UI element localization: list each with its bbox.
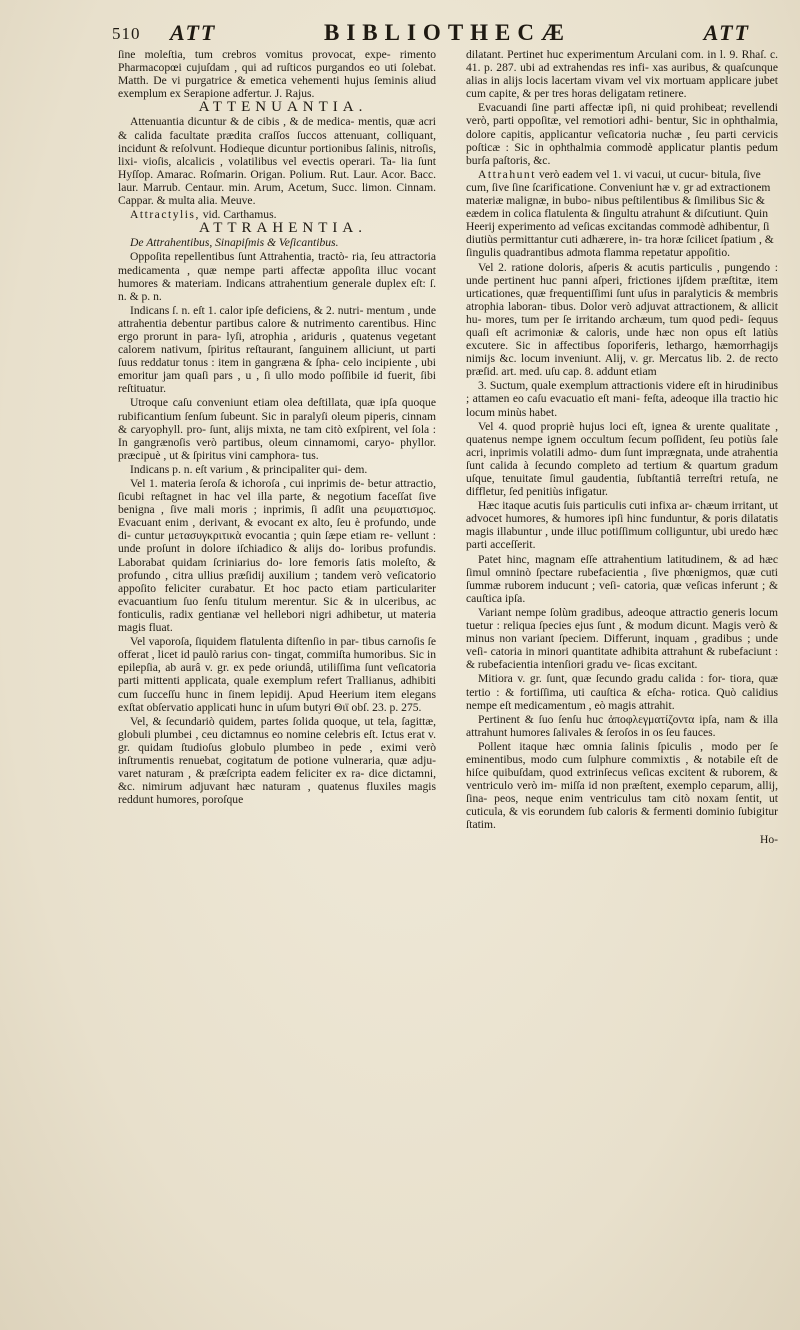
subheading: De Attrahentibus, Sinapiſmis & Veſicantibus. <box>130 236 339 250</box>
catchword: Ho- <box>759 832 778 846</box>
page-number: 510 <box>112 24 141 43</box>
body-paragraph: Mitiora v. gr. ſunt, quæ ſecundo gradu calida : for- tiora, quæ tertio : & fortiſſima, uti cauſtica & eſcha- rotica. Quò calidius nempe eſt medicamentum , eò magis attrahit. <box>466 672 778 712</box>
body-paragraph: Vel vaporoſa, ſiquidem flatulenta diſtenſio in par- tibus carnoſis ſe offerat , licet id paulò rarius con- tingat, commiſta humoribus. Sic in epilepſia, ab aurâ v. gr. ex pede oriundâ, utiliſſima ſunt veſicatoria parti mittenti applicata, quale exemplum refert Trallianus, adhibiti cum ſucceſſu hunc in ſinem lepidij. Apud Heerium item elegans exſtat obſervatio applicati hunc in uſum butyri Θιϊ obſ. 23. p. 275. <box>118 635 436 714</box>
book-title: BIBLIOTHECÆ <box>324 20 571 45</box>
body-paragraph: Hæc itaque acutis ſuis particulis cuti infixa ar- chæum irritant, ut advocet humores, & humores ipſi hinc funduntur, & poris dilatatis magis illabuntur , unde illuc potiſſimum colliguntur, ubi uredo hæc parti acceſſerit. <box>466 499 778 552</box>
entry-paragraph <box>466 168 778 260</box>
body-paragraph: Pertinent & ſuo ſenſu huc ἀποφλεγματίζοντα ipſa, nam & illa attrahunt humores ſalivales & ſeroſos in os ſeu fauces. <box>466 712 778 739</box>
body-paragraph: Variant nempe ſolùm gradibus, adeoque attractio generis locum tuetur : reliqua ſpecies ejus ſunt , & modum dicunt. Magis verò & minus non variant ſpeciem. Differunt, inquam , gradibus ; unde veſi- catoria in minori quantitate adhibita attrahunt & rubefaciunt : & rubefacientia intenſiori gradu ve- ſicas excitant. <box>466 605 778 672</box>
body-paragraph: Indicans p. n. eſt varium , & principaliter qui- dem. <box>130 462 368 476</box>
body-paragraph: Patet hinc, magnam eſſe attrahentium latitudinem, & ad hæc ſimul omninò ſpectare rubefacientia , ſive phœnigmos, quæ cuti ſummæ ruborem inducunt ; veſi- catoria, quæ veſicas inferunt ; & cauſtica ipſa. <box>466 552 778 605</box>
body-paragraph: Utroque caſu conveniunt etiam olea deſtillata, quæ ipſa quoque rubificantium ſenſum ſubeunt. Sic in paralyſi oleum piperis, cinnam & caryophyll. pro- ſunt, alijs mixta, ne tam citò exſpirent, vel ſola : In gangrænoſis verò partibus, oleum cinnamomi, caryo- phyllor. præcipuè , ut & ſpiritus vini camphora- tus. <box>118 396 436 462</box>
entry-text: vid. Carthamus. <box>199 208 277 222</box>
body-paragraph: Attenuantia dicuntur & de cibis , & de medica- mentis, quæ acri & calida facultate prædita craſſos ſuccos attenuant, colliquant, incidunt & reſolvunt. Hodieque dicuntur portionibus ſalinis, nitroſis, lixi- vioſis, alcalicis , volatilibus vel evectis operari. Ta- lia ſunt Hyſſop. Amarac. Roſmarin. Origan. Polium. Rut. Laur. Acor. Bacc. laur. Marrub. Centaur. min. Arum, Acetum, Succ. limon. Cinnam. Cappar. & multa alia. Meuve. <box>118 115 436 208</box>
body-paragraph: Vel 1. materia ſeroſa & ichoroſa , cui inprimis de- betur attractio, ſicubi reſtagnet in hac vel illa parte, & negotium faceſſat ſive benigna , ſive mali moris ; inprimis, ſi adſit una ρευματισμος. Evacuant enim , derivant, & evocant ex alto, ſeu è profundo, unde di- cuntur μετασυγκριτικὰ evocantia ; quin ſæpe etiam re- vellunt : unde proſunt in dolore iſchiadico & alijs do- loribus profundis. Laborabat quidam ſcriniarius do- lore femoris ſatis moleſto, & profundo , citra ullius præſidij auxilium ; tandem verò veſicatorio appoſito feliciter curabatur. Et hoc pacto etiam particulariter evacuantium ſuo ſenſu titulum merentur. Sic & in ulceribus, ac fonticulis, radix gentianæ vel hellebori nigri adhibetur, ut materia magis fluat. <box>118 477 436 635</box>
section-heading: ATTENUANTIA. <box>198 99 368 116</box>
body-paragraph: ſine moleſtia, tum crebros vomitus provocat, expe- rimento Pharmacopœi cujuſdam , qui ad ruſticos purgandos eo uti ſolebat. Matth. De vi purgatrice & emetica vehementi hujus ſeminis aliud exemplum ex Serapione adfertur. J. Rajus. <box>118 48 436 101</box>
section-heading: ATTRAHENTIA. <box>199 220 367 237</box>
body-paragraph: Vel, & ſecundariò quidem, partes ſolida quoque, ut tela, ſagittæ, globuli plumbei , ceu dictamnus eo nomine celebris eſt. Ictus erat v. gr. quidam ſtudioſus globulo plumbeo in pede , eximi verò inſtrumentis renuebat, cogitatum de potione vulneraria, quæ adju- varet naturam , & præſcripta eadem feliciter ex ra- dice dictamni, &c. nimirum adjuvant hæc naturam , quatenus fluxiles magis reddunt humores, poroſque <box>118 714 436 807</box>
running-head <box>112 18 760 48</box>
right-running-title: ATT <box>703 20 750 45</box>
entry-text: verò eadem vel 1. vi vacui, ut cucur- bitula, ſive cum, ſive ſine ſcarificatione. Conveniunt hæ v. gr ad extractionem materiæ malignæ, in bubo- nibus peſtilentibus & ſimilibus Sic & eædem in colica flatulenta & ſingultu atrahunt & diſcutiunt. Quin Heerij experimento ad veſicas excitandas commodè adhibentur, ſi diutiùs permittantur cuti adhærere, in- tra horæ ſcilicet ſpatium , & ſingulis quadrantibus admota flamma repetatur appoſitio. <box>466 167 774 260</box>
entry-lead-word: Attractylis, <box>130 208 200 222</box>
body-paragraph: dilatant. Pertinet huc experimentum Arculani com. in l. 9. Rhaſ. c. 41. p. 287. ubi ad extrahendas res infi- xas auribus, & quaſcunque alias in alijs locis lacertam vivam vel vix mortuam applicare jubet cum capite, & per tres horas deligatam retinere. <box>466 48 778 101</box>
entry-lead-word: Attrahunt <box>478 167 536 181</box>
body-paragraph: Vel 2. ratione doloris, aſperis & acutis particulis , pungendo : unde pertinent huc panni aſperi, frictiones ijſdem præſtitæ, item urticationes, quæ frequentiſſimi ſunt uſus in paralyticis & membris atrophia laboran- tibus. Dolor verò adjuvat attractionem, & allicit hu- mores, tum per ſe irritando archæum, tum quod pedi- ſequus quaſi eſt acrimoniæ & caloris, unde hæc non opus eſt latiùs excutere. Sic in affectibus ſoporiferis, lethargo, hæmorrhagijs nimijs &c. locum inveniunt. Alij, v. gr. Mercatus lib. 2. de recto præſid. art. med. uſu cap. 8. addunt etiam <box>466 260 778 379</box>
left-running-title: ATT <box>170 20 217 45</box>
body-paragraph: Oppoſita repellentibus ſunt Attrahentia, tractò- ria, ſeu attractoria medicamenta , quæ nempe parti affectæ appoſita illuc vocant humores & materiam. Indicans attrahentium generale duplex eſt: ſ. n. & p. n. <box>118 250 436 303</box>
body-paragraph: Indicans ſ. n. eſt 1. calor ipſe deficiens, & 2. nutri- mentum , unde attrahentia debentur partibus calore & nutrimento carentibus. Hinc ergo prorunt in para- lyſi, atrophia , ariduris , quatenus vegetant calorem nativum, ſpiritus reſtaurant, ſanguinem alliciunt, ut parti ſuus reddatur tonus : item in gangræna & ſpha- celo incipiente , ubi emoritur jam quaſi pars , u , ſi ullo modo poſſibile id fuerit, ſibi reſtituatur. <box>118 303 436 396</box>
body-paragraph: Evacuandi ſine parti affectæ ipſi, ni quid prohibeat; revellendi verò, parti oppoſitæ, vel remotiori adhi- bentur, Sic in ophthalmia, dolore capitis, applicantur veſicatoria nuchæ , ſeu parti cervicis poſticæ : Sic in ophthalmia commodè applicatur plantis pedum burſa paſtoris, &c. <box>466 101 778 167</box>
body-paragraph: 3. Suctum, quale exemplum attractionis videre eſt in hirudinibus ; attamen eo caſu evacuatio eſt mani- feſta, adeoque illa tractio hic locum minùs habet. <box>466 379 778 419</box>
body-paragraph: Pollent itaque hæc omnia ſalinis ſpiculis , modo per ſe eminentibus, modo cum ſulphure commixtis , & notabile eſt de hiſce quibuſdam, quod extrinſecus veſicas excitent & ruborem, & ventriculo verò im- miſſa id non præſtent, exemplo ceparum, allij, ſina- peos, neque enim ventriculus tam citò noxam ſentit, ut cuticula, & vis eorundem ſub caloris & fermenti dominio ſubigitur ſtatim. <box>466 739 778 832</box>
right-text-column <box>466 48 778 847</box>
left-text-column <box>118 48 436 807</box>
body-paragraph: Vel 4. quod propriè hujus loci eſt, ignea & urente qualitate , quatenus nempe ignem occultum ſecum poſſident, ſeu potiùs ſale acri, inprimis volatili admo- dum ſunt imprægnata, unde atrahentia ſunt calida à ſecundo completo ad tertium & quartum gradum uſque, tenuitate ſimul gaudentia, ſubſtantiâ terreſtri retuſa, ne diffletur, ſed penitiùs infigatur. <box>466 419 778 499</box>
